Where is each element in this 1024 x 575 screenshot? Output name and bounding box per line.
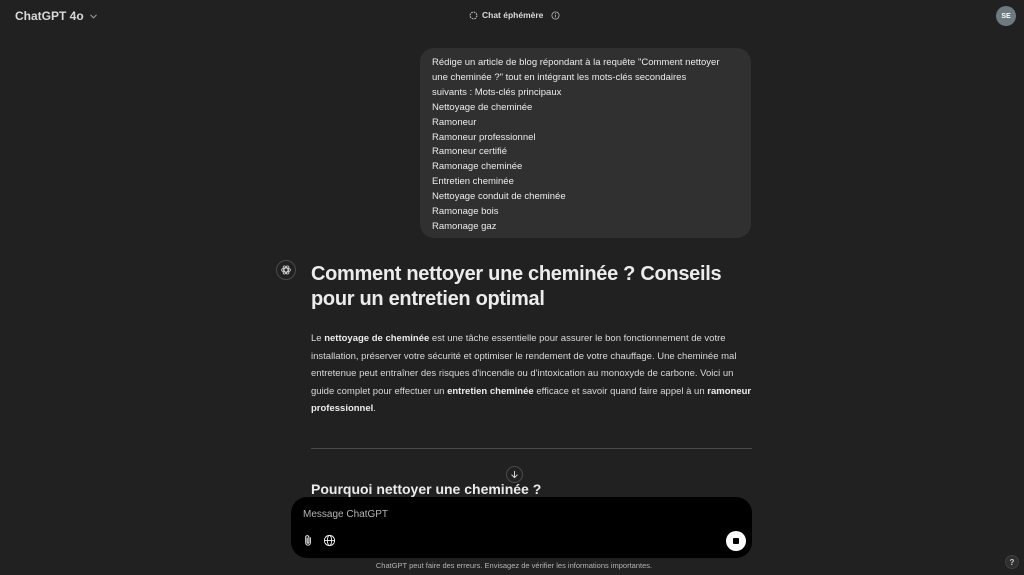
chat-bubble-dashed-icon [469, 11, 478, 20]
attach-button[interactable] [301, 533, 315, 547]
model-label: ChatGPT 4o [15, 9, 84, 23]
stop-icon [733, 538, 739, 544]
user-message-line: Ramoneur certifié [432, 146, 507, 158]
user-message-line: Ramonage cheminée [432, 161, 523, 173]
user-message-line: une cheminée ?" tout en intégrant les mots-clés secondaires [432, 71, 687, 83]
response-intro-paragraph: Le nettoyage de cheminée est une tâche essentielle pour assurer le bon fonctionnement de votre installation, préserver votre sécurité et optimiser le rendement de votre chauffage. Une cheminée mal entretenue peut entraîner des risques d'incendie ou d'intoxication au monoxyde de carbone. Voici un guide complet pour effectuer un entretien cheminée efficace et savoir quand faire appel à un ramoneur professionnel. [311, 333, 752, 415]
globe-icon [323, 534, 336, 547]
info-icon[interactable] [551, 11, 560, 20]
section-heading: Pourquoi nettoyer une cheminée ? [311, 481, 542, 497]
user-avatar[interactable]: SE [996, 6, 1016, 26]
response-title: Comment nettoyer une cheminée ? Conseils pour un entretien optimal [311, 263, 722, 310]
user-message-line: Ramoneur professionnel [432, 131, 536, 143]
message-input[interactable] [303, 506, 723, 522]
user-message-line: Entretien cheminée [432, 176, 514, 188]
divider [311, 448, 752, 449]
user-message-bubble [420, 48, 751, 238]
assistant-response [311, 262, 752, 449]
user-message-line: Ramonage bois [432, 206, 499, 218]
disclaimer-text: ChatGPT peut faire des erreurs. Envisagez de vérifier les informations importantes. [375, 561, 653, 570]
message-composer [291, 497, 752, 558]
user-message-line: Nettoyage de cheminée [432, 101, 533, 113]
chevron-down-icon [89, 12, 98, 21]
user-message-line: suivants : Mots-clés principaux [432, 86, 562, 98]
temporary-chat-indicator[interactable] [469, 10, 560, 20]
paperclip-icon [302, 534, 315, 547]
web-search-button[interactable] [322, 533, 336, 547]
arrow-down-icon [510, 470, 519, 479]
stop-generating-button[interactable] [726, 531, 746, 551]
temporary-chat-label: Chat éphémère [482, 10, 544, 20]
user-message-line: Rédige un article de blog répondant à la requête "Comment nettoyer [432, 57, 720, 68]
model-selector[interactable] [15, 9, 98, 23]
keyword-ramoneur: ramoneur professionnel [311, 385, 752, 415]
user-message-line: Nettoyage conduit de cheminée [432, 191, 566, 203]
top-bar [0, 0, 1024, 32]
keyword-nettoyage: nettoyage de cheminée [324, 333, 430, 344]
keyword-entretien: entretien cheminée [447, 385, 534, 397]
chatgpt-logo-icon [276, 260, 296, 280]
user-message-line: Ramonage gaz [432, 220, 497, 232]
user-message-line: Ramoneur [432, 116, 477, 128]
help-button[interactable]: ? [1005, 555, 1019, 569]
